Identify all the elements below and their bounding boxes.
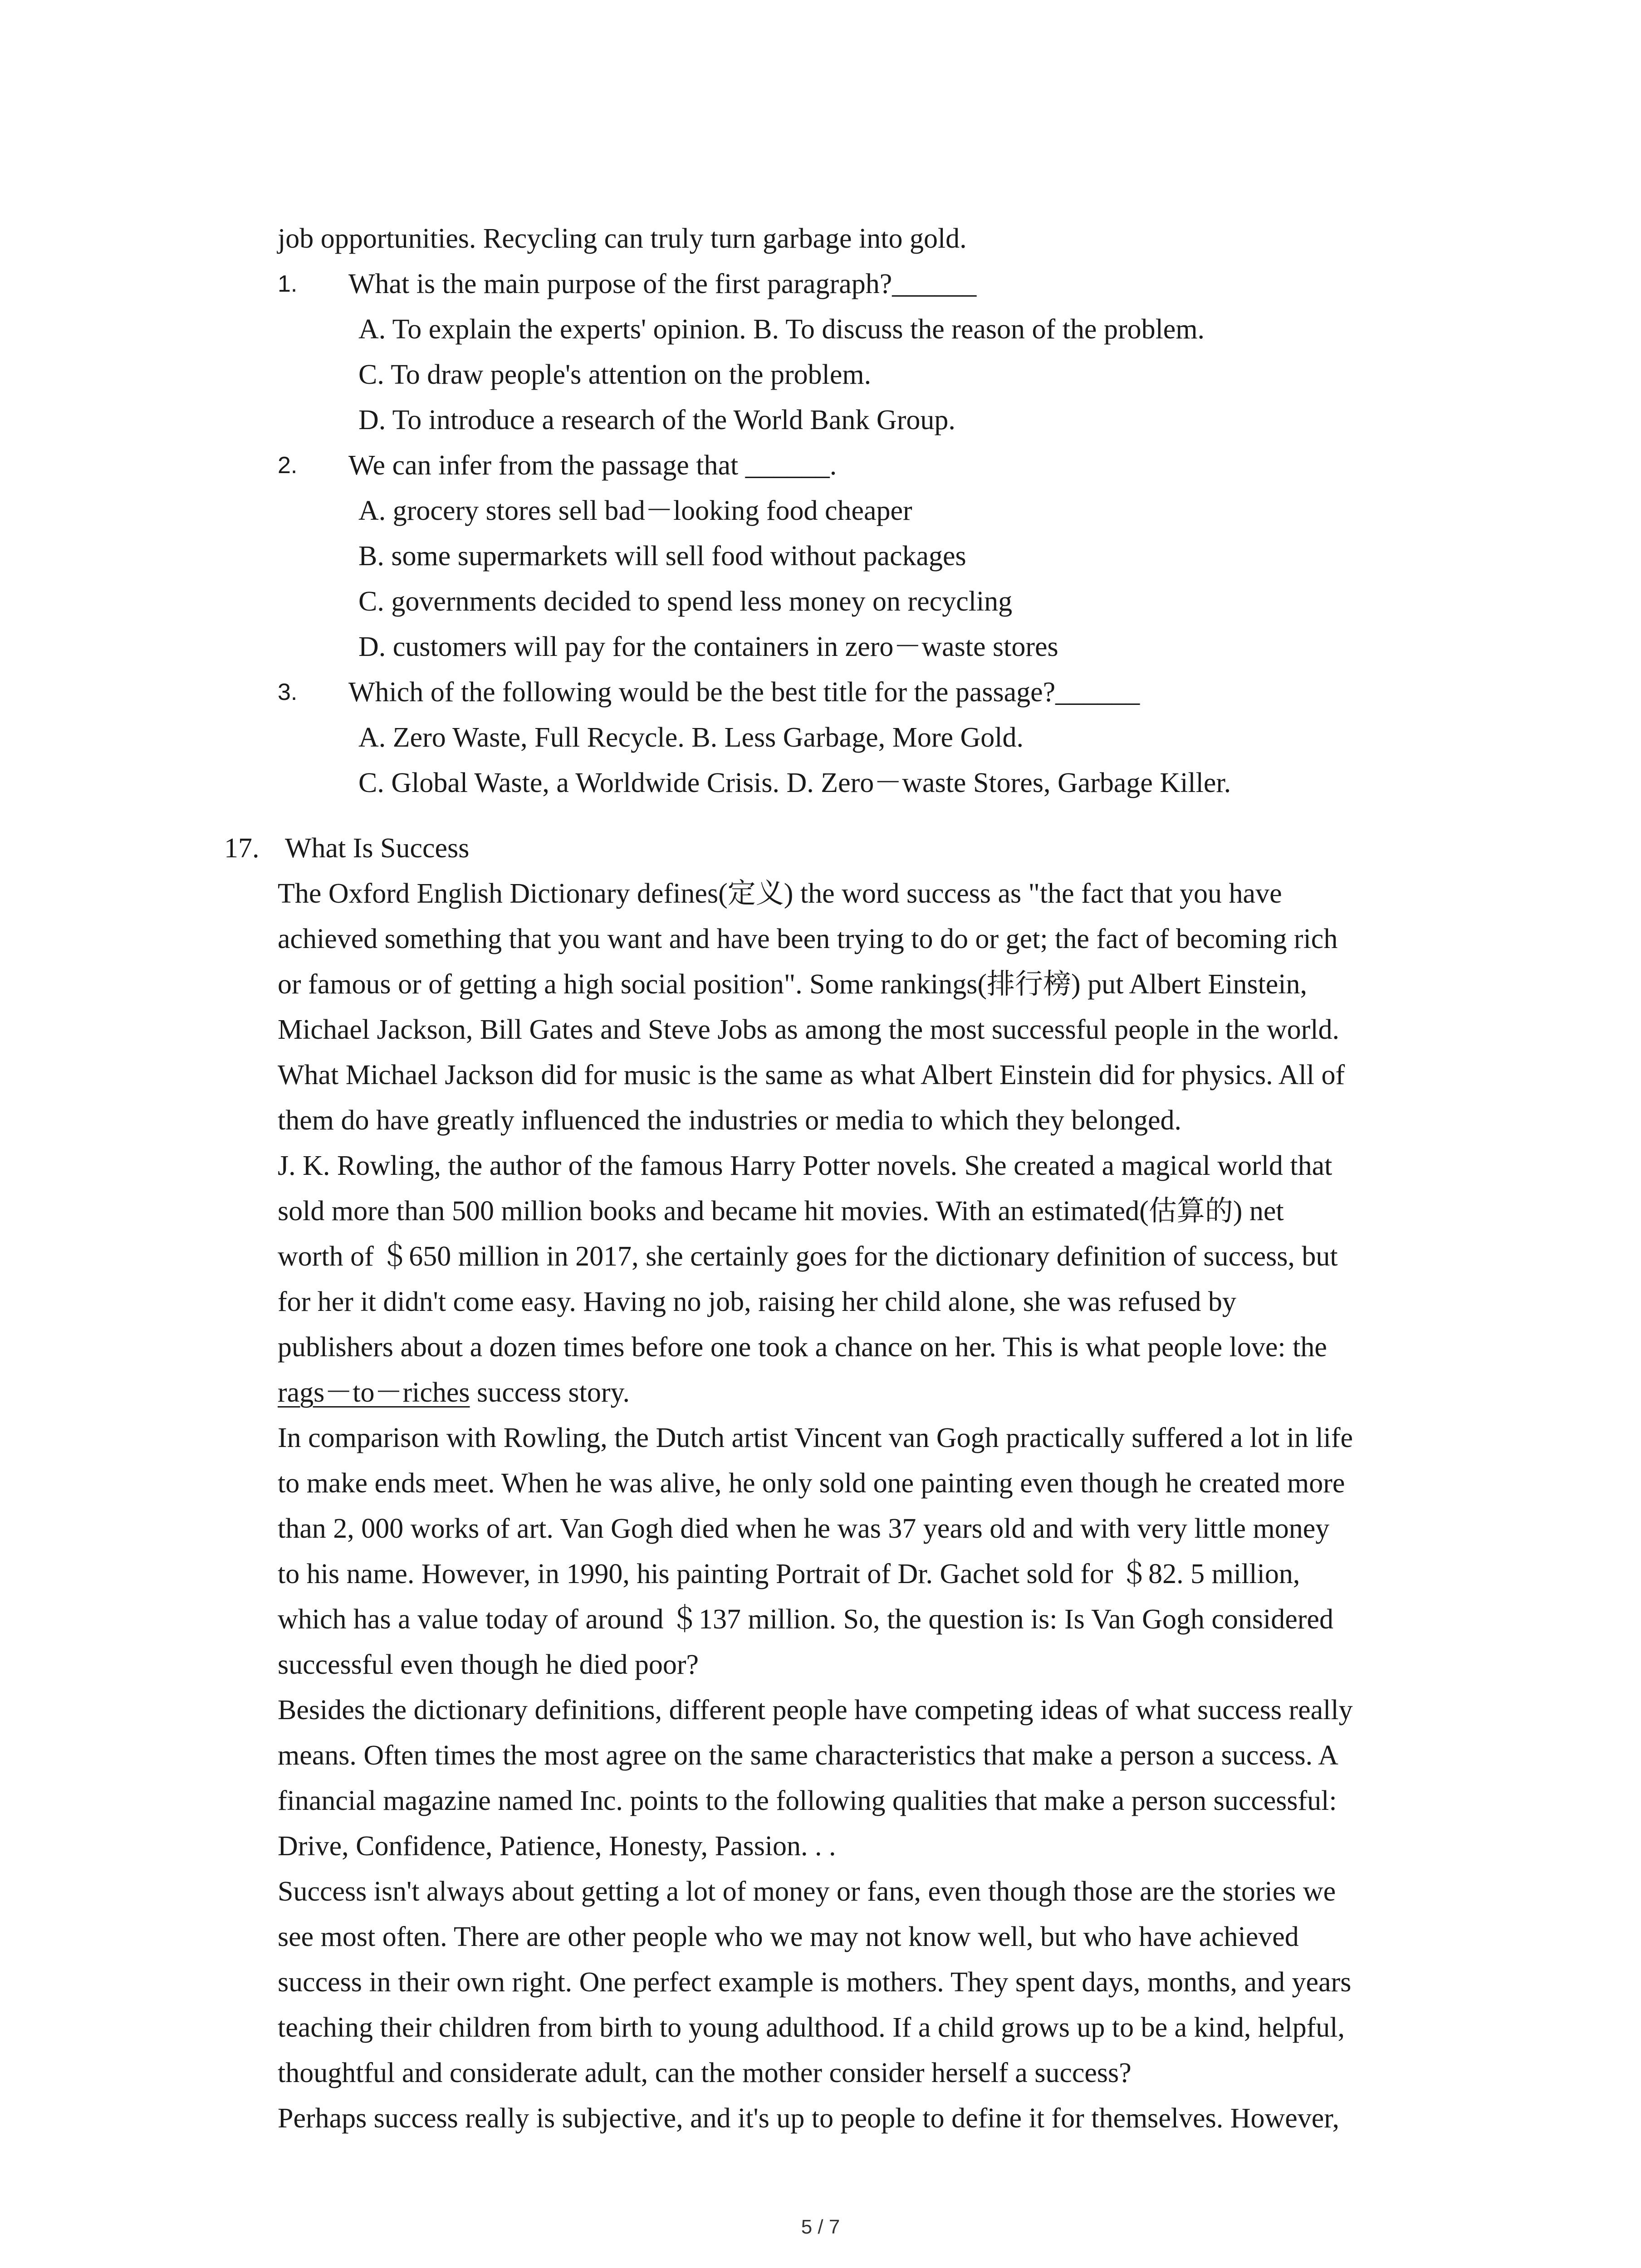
passage-line-rest: success story. — [470, 1377, 630, 1408]
question-number: 3. — [278, 679, 298, 705]
underlined-phrase: rags－to－riches — [278, 1377, 470, 1408]
section-number: 17. — [224, 833, 260, 864]
question-option: D. To introduce a research of the World Bank Group. — [358, 405, 955, 435]
passage-line: Success isn't always about getting a lot of money or fans, even though those are the stories we — [278, 1876, 1336, 1907]
passage-line: Drive, Confidence, Patience, Honesty, Passion. . . — [278, 1831, 836, 1862]
passage-line: In comparison with Rowling, the Dutch artist Vincent van Gogh practically suffered a lot in life — [278, 1422, 1353, 1453]
passage-line: them do have greatly influenced the industries or media to which they belonged. — [278, 1105, 1182, 1136]
passage-line: sold more than 500 million books and became hit movies. With an estimated(估算的) net — [278, 1196, 1284, 1227]
passage-line: publishers about a dozen times before one took a chance on her. This is what people love: the — [278, 1332, 1327, 1363]
intro-line: job opportunities. Recycling can truly turn garbage into gold. — [278, 223, 967, 254]
passage-line: Perhaps success really is subjective, and it's up to people to define it for themselves. However, — [278, 2103, 1339, 2134]
question-number: 2. — [278, 452, 298, 479]
question-option: C. governments decided to spend less money on recycling — [358, 586, 1013, 617]
passage-line: to make ends meet. When he was alive, he only sold one painting even though he created more — [278, 1468, 1345, 1499]
passage-line: worth of ＄650 million in 2017, she certainly goes for the dictionary definition of success, but — [278, 1241, 1338, 1272]
passage-line: or famous or of getting a high social position". Some rankings(排行榜) put Albert Einstein, — [278, 969, 1308, 1000]
passage-line: than 2, 000 works of art. Van Gogh died when he was 37 years old and with very little money — [278, 1513, 1330, 1544]
passage-line: which has a value today of around ＄137 million. So, the question is: Is Van Gogh considered — [278, 1604, 1333, 1635]
question-stem: What is the main purpose of the first paragraph?______ — [348, 269, 977, 299]
passage-line: thoughtful and considerate adult, can the mother consider herself a success? — [278, 2058, 1132, 2088]
passage-line: Michael Jackson, Bill Gates and Steve Jobs as among the most successful people in the world. — [278, 1014, 1340, 1045]
passage-line: teaching their children from birth to young adulthood. If a child grows up to be a kind, helpful, — [278, 2012, 1345, 2043]
passage-line-rags — [278, 1370, 630, 1415]
passage-line: Besides the dictionary definitions, different people have competing ideas of what success really — [278, 1695, 1353, 1725]
passage-line: see most often. There are other people who we may not know well, but who have achieved — [278, 1921, 1299, 1952]
passage-line: financial magazine named Inc. points to the following qualities that make a person successful: — [278, 1785, 1337, 1816]
question-number: 1. — [278, 271, 298, 297]
passage-line: success in their own right. One perfect example is mothers. They spent days, months, and years — [278, 1967, 1352, 1998]
question-option: D. customers will pay for the containers in zero－waste stores — [358, 631, 1058, 662]
question-option: A. grocery stores sell bad－looking food cheaper — [358, 495, 912, 526]
passage-line: The Oxford English Dictionary defines(定义) the word success as "the fact that you have — [278, 878, 1282, 909]
question-option: B. some supermarkets will sell food without packages — [358, 541, 966, 572]
page-number: 5 / 7 — [801, 2216, 840, 2238]
question-option: C. To draw people's attention on the problem. — [358, 359, 872, 390]
passage-line: achieved something that you want and have been trying to do or get; the fact of becoming rich — [278, 924, 1338, 954]
question-option: A. To explain the experts' opinion. B. To discuss the reason of the problem. — [358, 314, 1205, 345]
passage-line: to his name. However, in 1990, his painting Portrait of Dr. Gachet sold for ＄82. 5 million, — [278, 1559, 1300, 1589]
passage-line: successful even though he died poor? — [278, 1649, 699, 1680]
passage-line: What Michael Jackson did for music is the same as what Albert Einstein did for physics. All of — [278, 1060, 1345, 1090]
question-option: C. Global Waste, a Worldwide Crisis. D. Zero－waste Stores, Garbage Killer. — [358, 767, 1231, 798]
passage-line: J. K. Rowling, the author of the famous Harry Potter novels. She created a magical world that — [278, 1150, 1332, 1181]
passage-line: for her it didn't come easy. Having no job, raising her child alone, she was refused by — [278, 1286, 1236, 1317]
question-stem: We can infer from the passage that ______. — [348, 450, 837, 481]
section-title: What Is Success — [285, 833, 470, 864]
question-stem: Which of the following would be the best title for the passage?______ — [348, 677, 1140, 708]
passage-line: means. Often times the most agree on the same characteristics that make a person a success. A — [278, 1740, 1338, 1771]
question-option: A. Zero Waste, Full Recycle. B. Less Garbage, More Gold. — [358, 722, 1024, 753]
